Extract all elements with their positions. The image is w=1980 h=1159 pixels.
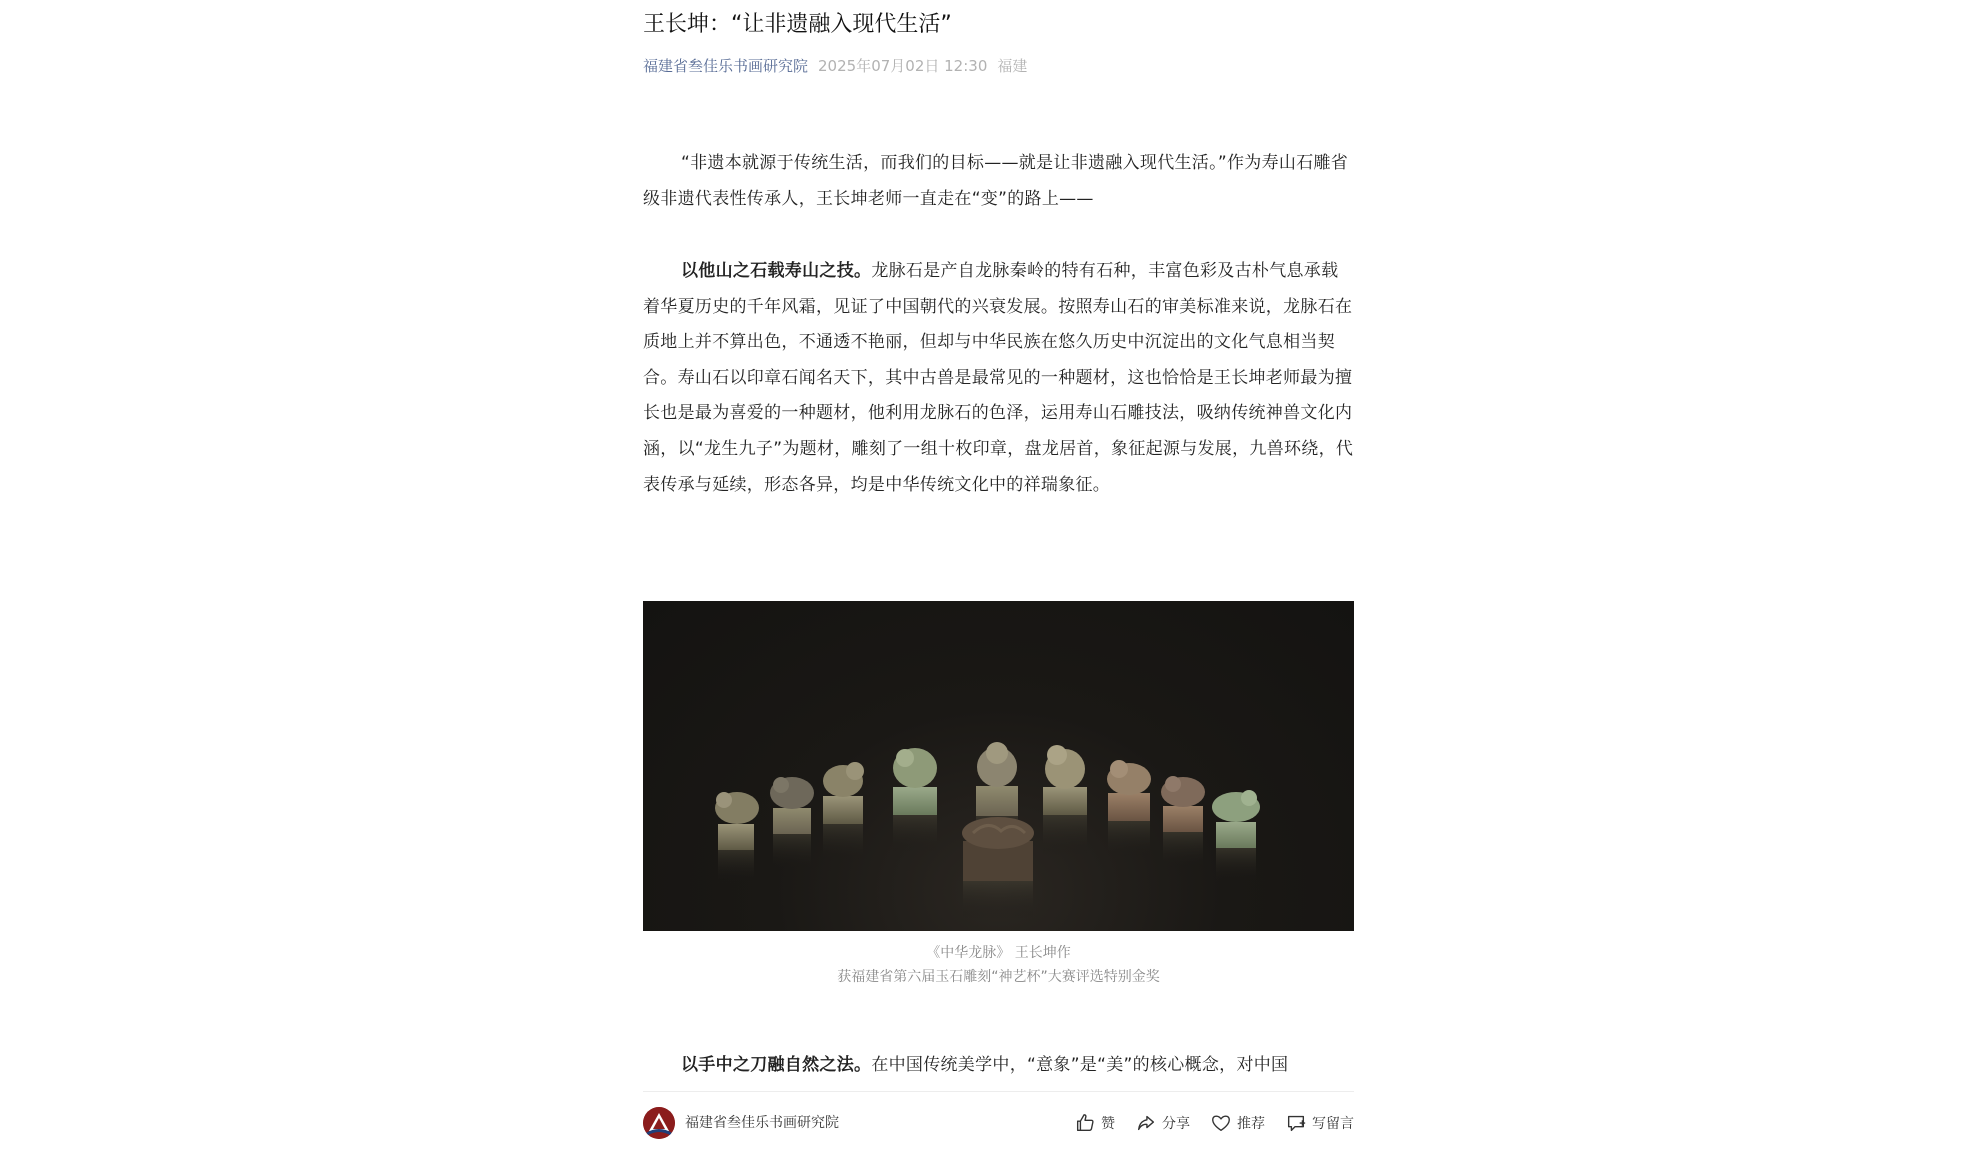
share-icon: [1135, 1112, 1157, 1134]
recommend-label: 推荐: [1237, 1116, 1265, 1132]
comment-button[interactable]: [1285, 1112, 1354, 1134]
like-label: 赞: [1101, 1116, 1115, 1132]
bottom-action-bar: [643, 1091, 1354, 1159]
publish-location: 福建: [997, 57, 1028, 75]
paragraph-section-2: [643, 1048, 1354, 1086]
share-button[interactable]: [1135, 1112, 1190, 1134]
seal-group-illustration: [643, 601, 1354, 931]
bottom-account-name[interactable]: 福建省叁佳乐书画研究院: [685, 1115, 839, 1131]
thumbs-up-icon: [1074, 1112, 1096, 1134]
paragraph-intro: “非遗本就源于传统生活，而我们的目标——就是让非遗融入现代生活。”作为寿山石雕省级非遗代表性传承人，王长坤老师一直走在“变”的路上——: [643, 153, 1349, 209]
image-caption-award: 获福建省第六届玉石雕刻“神艺杯”大赛评选特别金奖: [837, 969, 1160, 985]
account-logo-icon: [643, 1107, 675, 1139]
article-meta: [643, 54, 1027, 78]
comment-label: 写留言: [1312, 1116, 1354, 1132]
section-2-heading: 以手中之刀融自然之法。: [681, 1055, 872, 1075]
paragraph-section-1: [643, 254, 1354, 503]
section-1-heading: 以他山之石载寿山之技。: [681, 261, 872, 281]
comment-icon: [1285, 1112, 1307, 1134]
like-button[interactable]: [1074, 1112, 1115, 1134]
heart-icon: [1210, 1112, 1232, 1134]
image-caption-title: 《中华龙脉》 王长坤作: [926, 945, 1071, 961]
section-2-text: 在中国传统美学中，“意象”是“美”的核心概念，对中国: [871, 1055, 1289, 1075]
account-logo[interactable]: [643, 1107, 675, 1139]
account-link[interactable]: 福建省叁佳乐书画研究院: [643, 57, 809, 75]
section-1-text: 龙脉石是产自龙脉秦岭的特有石种，丰富色彩及古朴气息承载着华夏历史的千年风霜，见证了中国朝代的兴衰发展。按照寿山石的审美标准来说，龙脉石在质地上并不算出色，不通透不艳丽，但却与中华民族在悠久历史中沉淀出的文化气息相当契合。寿山石以印章石闻名天下，其中古兽是最常见的一种题材，这也恰恰是王长坤老师最为擅长也是最为喜爱的一种题材，他利用龙脉石的色泽，运用寿山石雕技法，吸纳传统神兽文化内涵，以“龙生九子”为题材，雕刻了一组十枚印章，盘龙居首，象征起源与发展，九兽环绕，代表传承与延续，形态各异，均是中华传统文化中的祥瑞象征。: [643, 261, 1354, 495]
share-label: 分享: [1162, 1116, 1190, 1132]
artwork-photo[interactable]: [643, 601, 1354, 931]
publish-time: 2025年07月02日 12:30: [818, 57, 988, 75]
action-group: [1054, 1109, 1354, 1137]
recommend-button[interactable]: [1210, 1112, 1265, 1134]
article-title: 王长坤：“让非遗融入现代生活”: [643, 12, 952, 37]
